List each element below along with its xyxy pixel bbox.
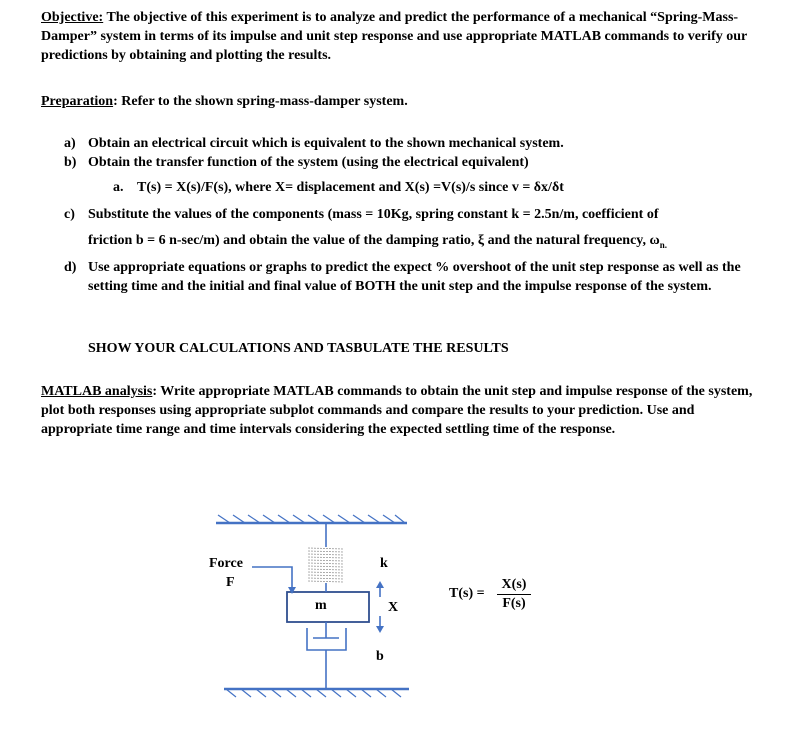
step-c-line1: Substitute the values of the components (mass = 10Kg, spring constant k = 2.5n/m, coefficient of [88,207,659,222]
force-line [252,567,292,591]
step-c-line2: friction b = 6 n-sec/m) and obtain the value of the damping ratio, ξ and the natural frequency, $\omega_{n.}$ [88,233,668,250]
tf-numerator: X(s) [501,577,527,592]
spring-label: k [380,556,388,571]
step-b-text: Obtain the transfer function of the system (using the electrical equivalent) [88,155,529,170]
step-d-label: d) [64,260,77,275]
step-c-label: c) [64,207,75,222]
up-arrow-head [376,581,384,588]
force-arrow-head [288,587,296,594]
transfer-function-lhs: T(s) = [449,586,485,601]
down-arrow-head [376,626,384,633]
step-b-sub-label: a. [113,180,124,195]
step-b-sub-text: T(s) = X(s)/F(s), where X= displacement and X(s) =V(s)/s since v = δx/δt [137,180,564,195]
preparation-heading: Preparation [41,94,114,109]
matlab-heading: MATLAB analysis [41,384,153,399]
force-symbol: F [226,575,235,590]
step-a-label: a) [64,136,76,151]
mass-label: m [315,598,327,613]
objective-heading: Objective: [41,10,104,25]
step-b-label: b) [64,155,77,170]
damper-label: b [376,649,384,664]
show-calculations-note: SHOW YOUR CALCULATIONS AND TASBULATE THE RESULTS [88,341,509,356]
step-d-text: Use appropriate equations or graphs to predict the expect % overshoot of the unit step response as well as the setting time and the initial and final value of BOTH the unit step and the impulse response of the system. [88,260,741,294]
objective-text: The objective of this experiment is to analyze and predict the performance of a mechanical “Spring-Mass-Damper” system in terms of its impulse and unit step response and use appropriate MATLAB commands to verify our predictions by obtaining and plotting the results. [41,10,747,63]
spring-coil [308,548,344,582]
force-label: Force [209,556,243,571]
matlab-text: : Write appropriate MATLAB commands to obtain the unit step and impulse response of the system, plot both responses using appropriate subplot commands and compare the results to your prediction. Use and appropriate time range and time intervals considering the expected settling time of the response. [41,384,753,437]
tf-denominator: F(s) [502,596,526,611]
displacement-label: X [388,600,399,615]
step-a-text: Obtain an electrical circuit which is equivalent to the shown mechanical system. [88,136,564,151]
transfer-function-fraction [497,576,531,613]
preparation-text: : Refer to the shown spring-mass-damper system. [113,94,408,109]
mass-block [287,592,369,622]
